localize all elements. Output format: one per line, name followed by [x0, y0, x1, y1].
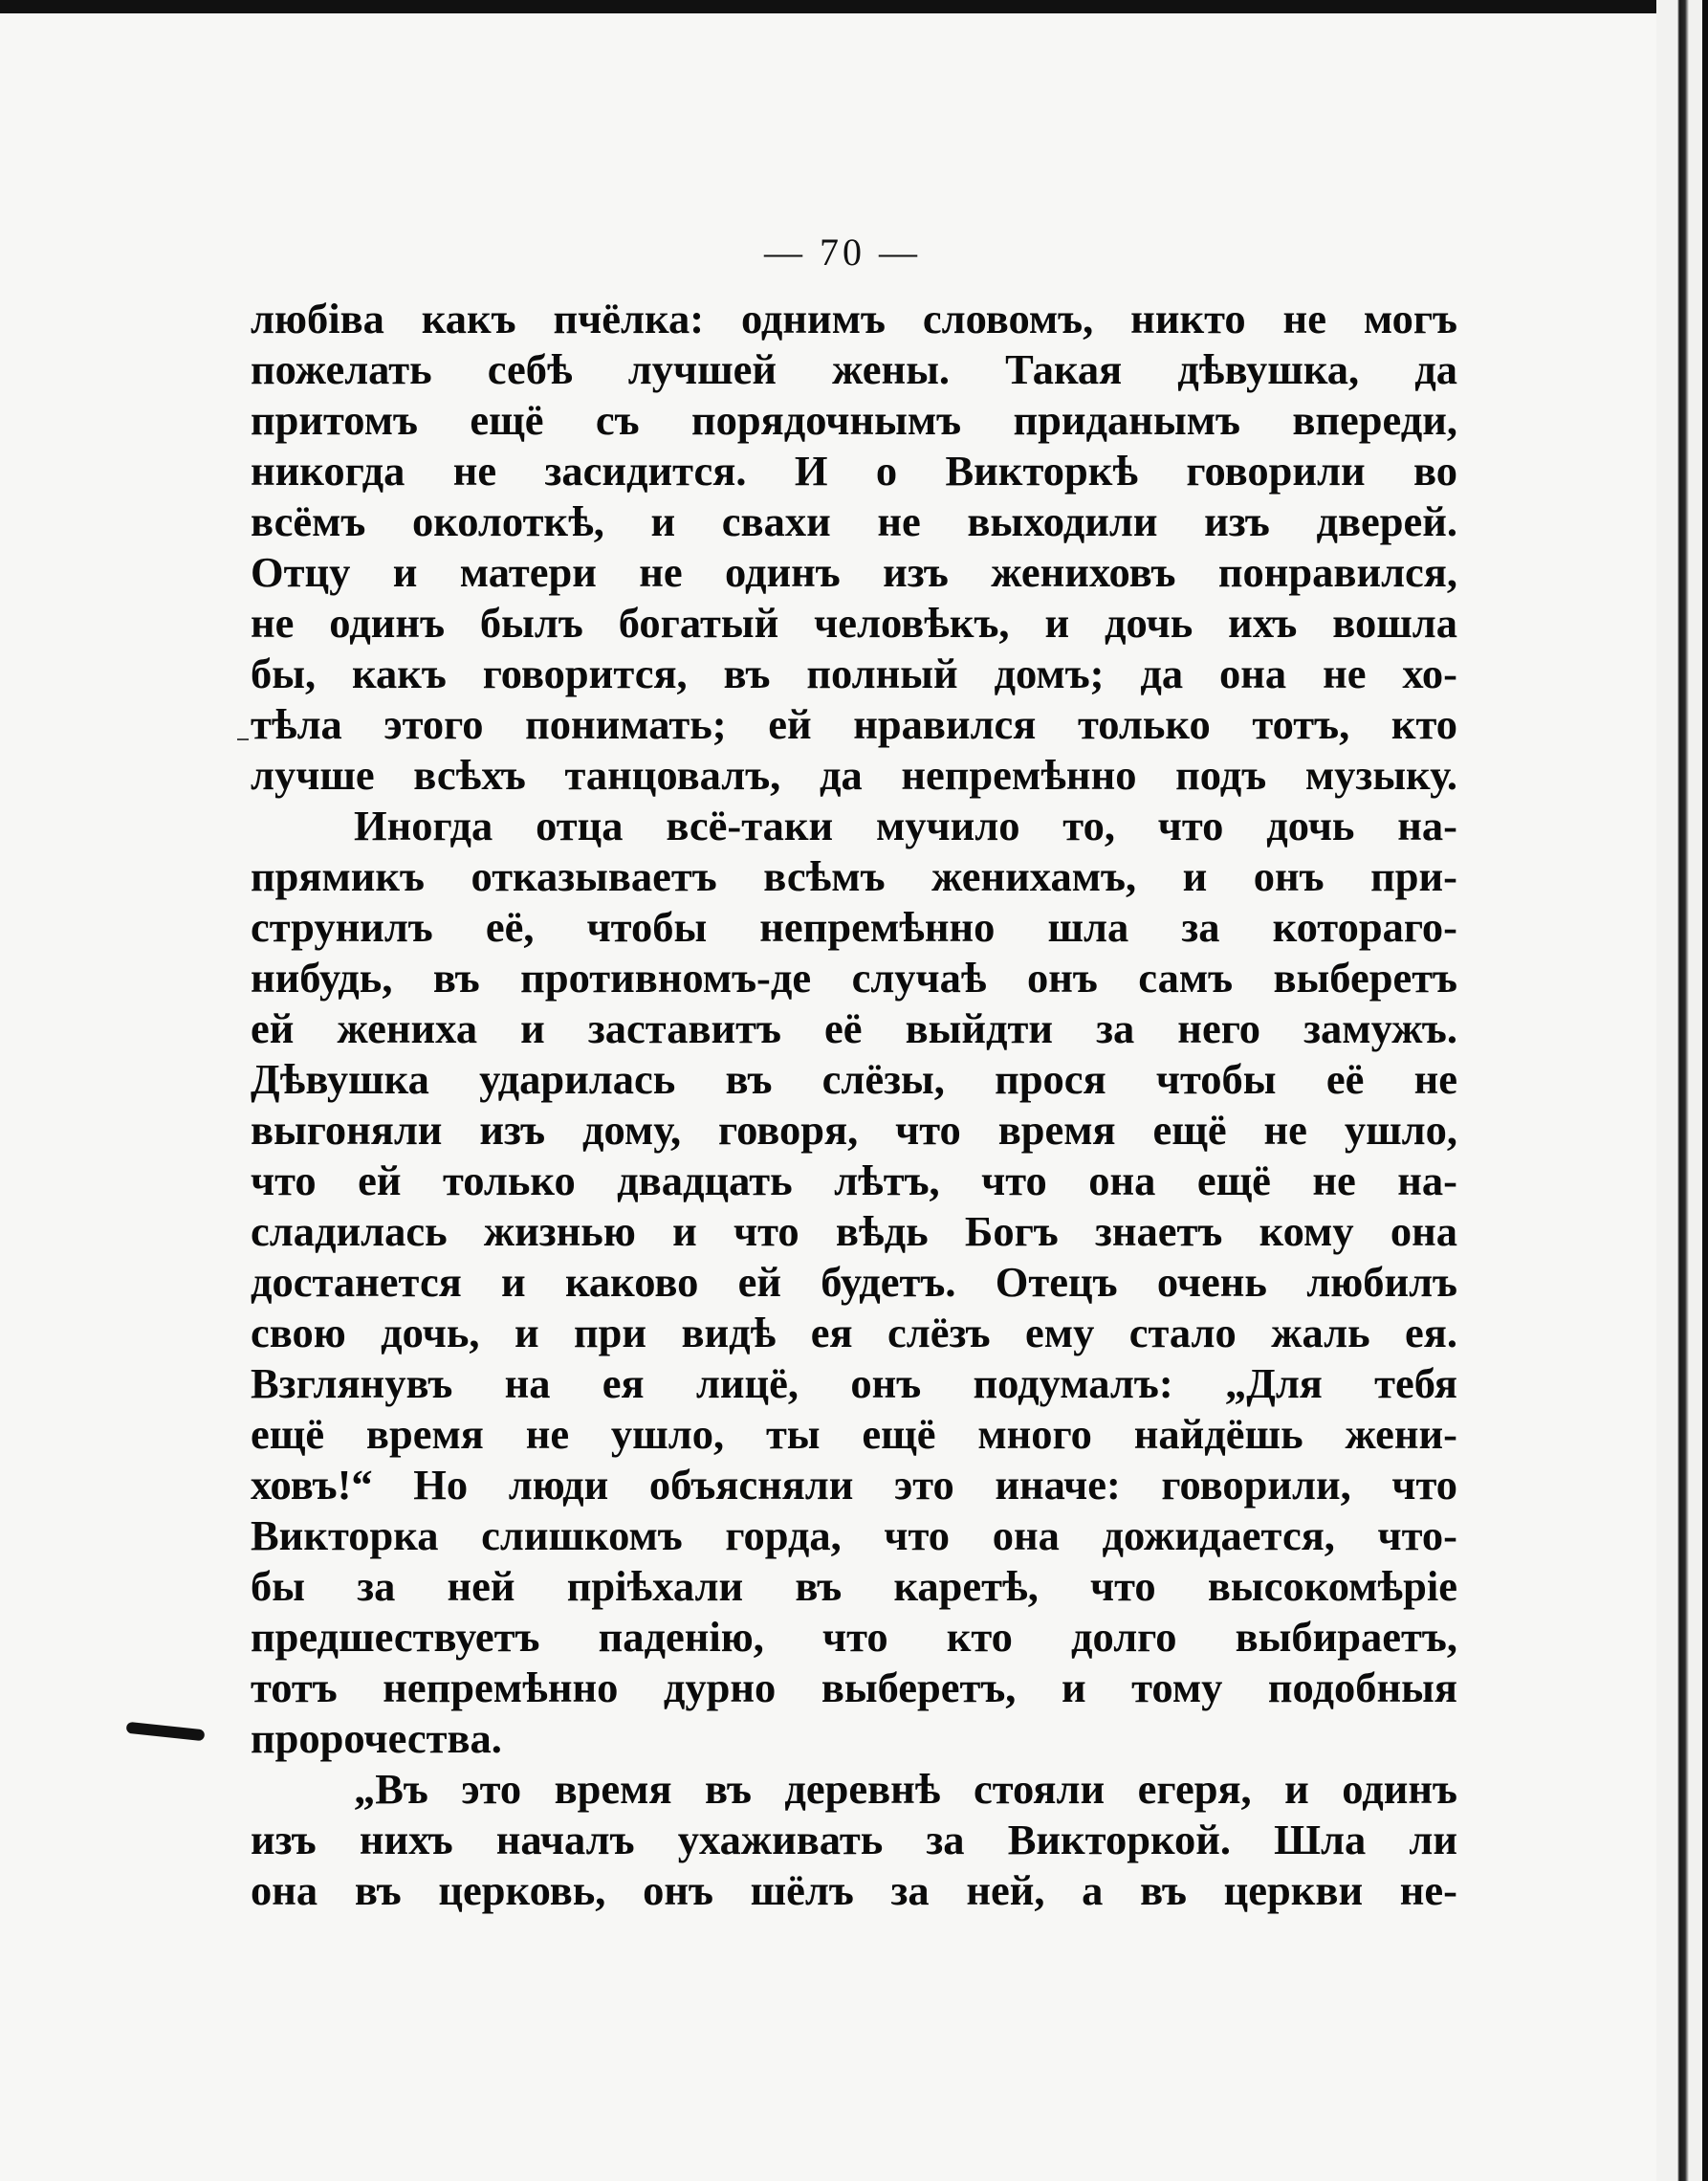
text-line: Взглянувъ на ея лицё, онъ подумалъ: „Для тебя [251, 1359, 1457, 1407]
page-body [251, 294, 1457, 1916]
page-number: — 70 — [764, 231, 921, 274]
text-line: Дѣвушка ударилась въ слёзы, прося чтобы её не [251, 1055, 1457, 1103]
text-line: Отцу и матери не одинъ изъ жениховъ понравился, [251, 548, 1457, 596]
text-line: притомъ ещё съ порядочнымъ приданымъ впереди, [251, 396, 1457, 444]
text-line: „Въ это время въ деревнѣ стояли егеря, и одинъ [354, 1765, 1457, 1813]
margin-tick-mark [237, 738, 249, 740]
text-line: бы, какъ говорится, въ полный домъ; да она не хо- [251, 650, 1457, 697]
text-line: предшествуетъ паденію, что кто долго выбираетъ, [251, 1613, 1457, 1661]
text-line: прямикъ отказываетъ всѣмъ женихамъ, и онъ при- [251, 852, 1457, 900]
text-line: всёмъ околоткѣ, и свахи не выходили изъ дверей. [251, 497, 1457, 545]
text-line: изъ нихъ началъ ухаживать за Викторкой. Шла ли [251, 1816, 1457, 1863]
text-line: ховъ!“ Но люди объясняли это иначе: говорили, что [251, 1461, 1457, 1509]
text-line: Викторка слишкомъ горда, что она дожидается, что- [251, 1511, 1457, 1559]
text-line: лучше всѣхъ танцовалъ, да непремѣнно подъ музыку. [251, 751, 1457, 799]
text-line: никогда не засидится. И о Викторкѣ говорили во [251, 447, 1457, 495]
text-line: любіва какъ пчёлка: однимъ словомъ, никто не могъ [251, 295, 1457, 342]
scan-right-shadow [1702, 0, 1708, 2181]
text-line: бы за ней пріѣхали въ каретѣ, что высокомѣріе [251, 1562, 1457, 1610]
text-line: она въ церковь, онъ шёлъ за ней, а въ церкви не- [251, 1866, 1457, 1914]
text-line: ей жениха и заставитъ её выйдти за него замужъ. [251, 1004, 1457, 1052]
scan-top-edge [0, 0, 1708, 13]
text-line: свою дочь, и при видѣ ея слёзъ ему стало жаль ея. [251, 1309, 1457, 1356]
text-line: тѣла этого понимать; ей нравился только тотъ, кто [251, 700, 1457, 748]
text-line: ещё время не ушло, ты ещё много найдёшь жени- [251, 1410, 1457, 1458]
book-page [251, 230, 1457, 1916]
text-line: пожелать себѣ лучшей жены. Такая дѣвушка, да [251, 345, 1457, 393]
text-line: струнилъ её, чтобы непремѣнно шла за котораго- [251, 903, 1457, 951]
text-line: нибудь, въ противномъ-де случаѣ онъ самъ выберетъ [251, 954, 1457, 1002]
text-line: что ей только двадцать лѣтъ, что она ещё не на- [251, 1157, 1457, 1204]
text-line: выгоняли изъ дому, говоря, что время ещё не ушло, [251, 1106, 1457, 1154]
text-line: достанется и каково ей будетъ. Отецъ очень любилъ [251, 1258, 1457, 1306]
text-line: сладилась жизнью и что вѣдь Богъ знаетъ кому она [251, 1207, 1457, 1255]
text-line: не одинъ былъ богатый человѣкъ, и дочь ихъ вошла [251, 599, 1457, 647]
scan-right-border [1656, 0, 1708, 2181]
text-line: тотъ непремѣнно дурно выберетъ, и тому подобныя [251, 1663, 1457, 1711]
text-line: пророчества. [251, 1714, 502, 1762]
text-line: Иногда отца всё-таки мучило то, что дочь на- [354, 802, 1457, 849]
